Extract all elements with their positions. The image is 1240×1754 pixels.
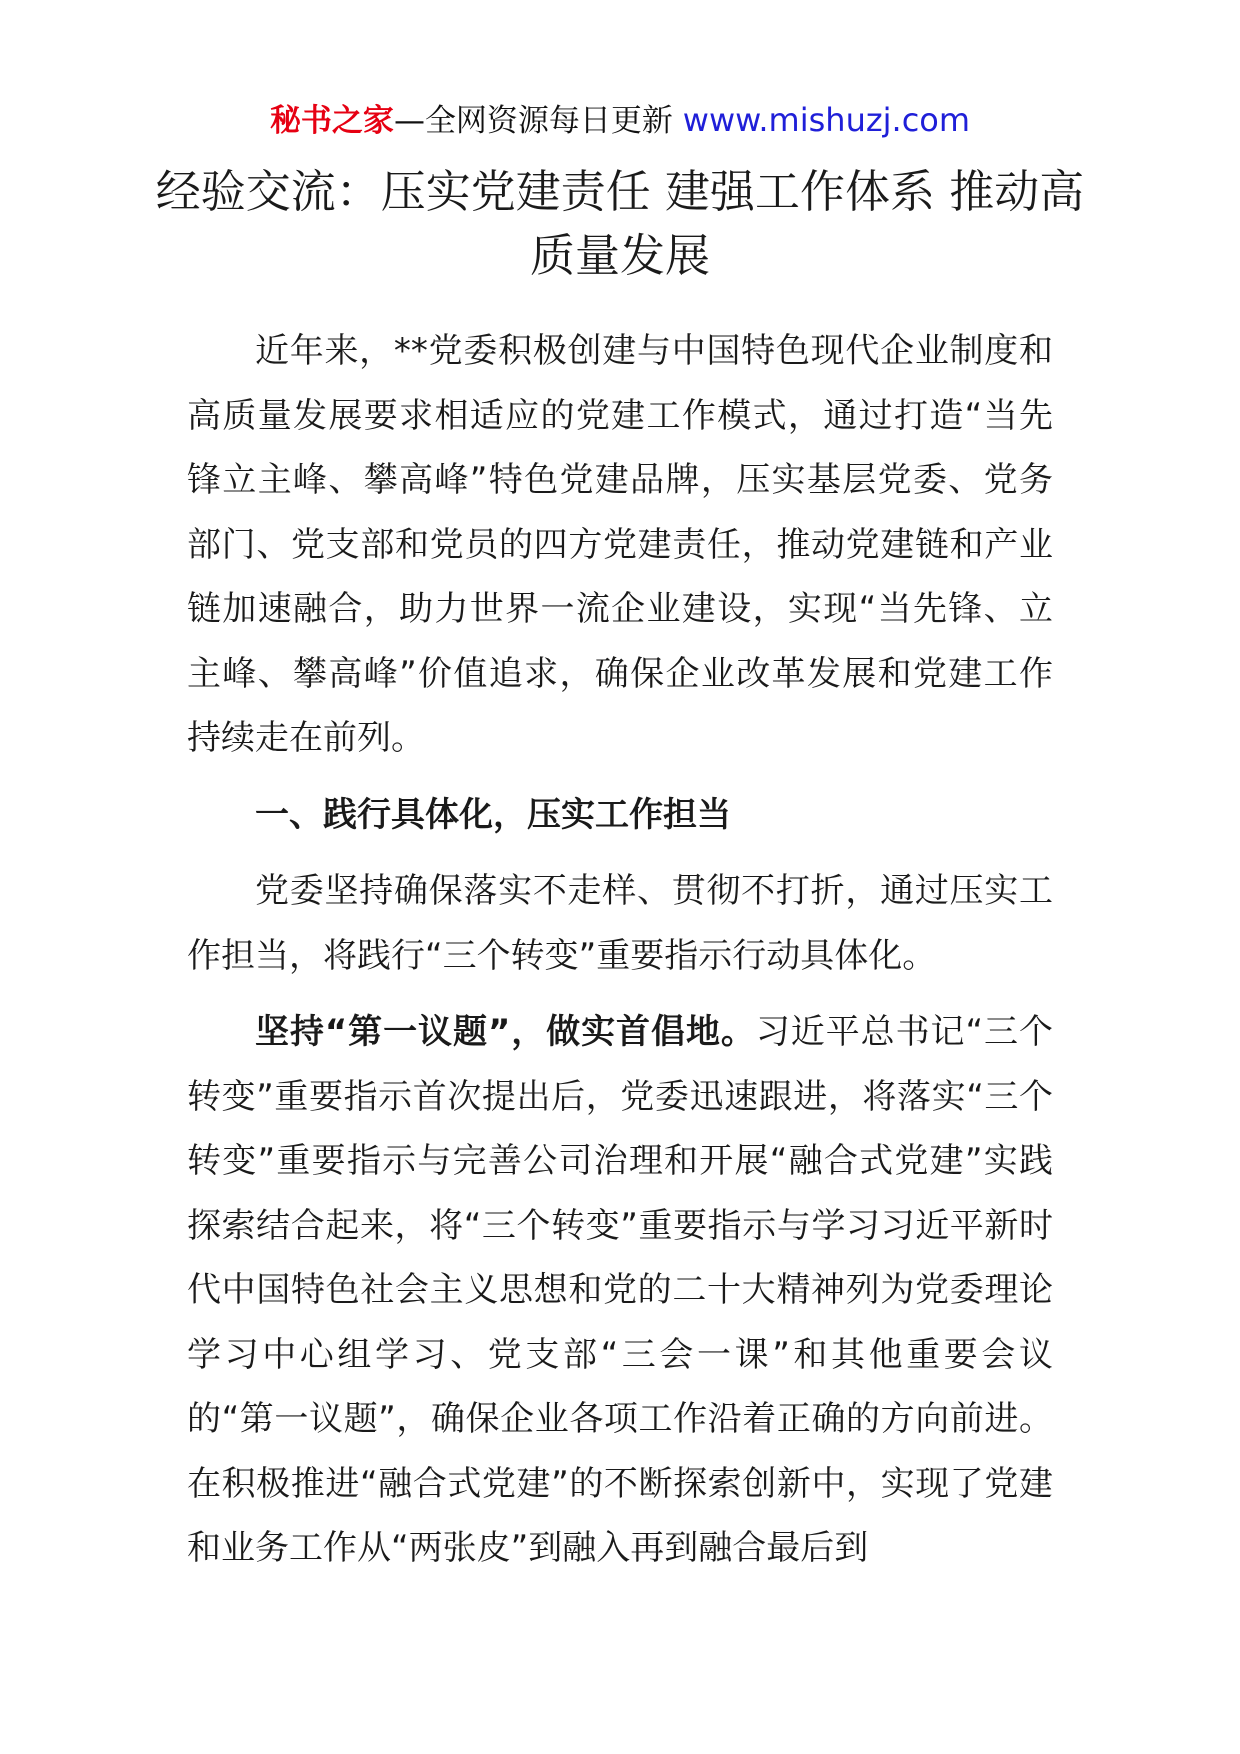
page-header (0, 98, 1240, 143)
website-url[interactable]: www.mishuzj.com (682, 101, 971, 139)
document-body (187, 319, 1053, 1581)
header-tagline: —全网资源每日更新 (393, 103, 673, 139)
point-body: 习近平总书记“三个转变”重要指示首次提出后，党委迅速跟进，将落实“三个转变”重要指示与完善公司治理和开展“融合式党建”实践探索结合起来，将“三个转变”重要指示与学习习近平新时代中国特色社会主义思想和党的二十大精神列为党委理论学习中心组学习、党支部“三会一课”和其他重要会议的“第一议题”，确保企业各项工作沿着正确的方向前进。在积极推进“融合式党建”的不断探索创新中，实现了党建和业务工作从“两张皮”到融入再到融合最后到 (187, 1012, 1053, 1568)
document-title: 经验交流：压实党建责任 建强工作体系 推动高质量发展 (155, 165, 1085, 282)
point-lead: 坚持“第一议题”，做实首倡地。 (255, 1012, 756, 1052)
intro-paragraph: 近年来，**党委积极创建与中国特色现代企业制度和高质量发展要求相适应的党建工作模式，通过打造“当先锋立主峰、攀高峰”特色党建品牌，压实基层党委、党务部门、党支部和党员的四方党建责任，推动党建链和产业链加速融合，助力世界一流企业建设，实现“当先锋、立主峰、攀高峰”价值追求，确保企业改革发展和党建工作持续走在前列。 (187, 331, 1053, 758)
brand-name: 秘书之家 (269, 103, 394, 139)
section-heading: 一、践行具体化，压实工作担当 (255, 794, 731, 835)
point-paragraph (187, 1000, 1053, 1581)
section-paragraph: 党委坚持确保落实不走样、贯彻不打折，通过压实工作担当，将践行“三个转变”重要指示行动具体化。 (187, 871, 1053, 976)
